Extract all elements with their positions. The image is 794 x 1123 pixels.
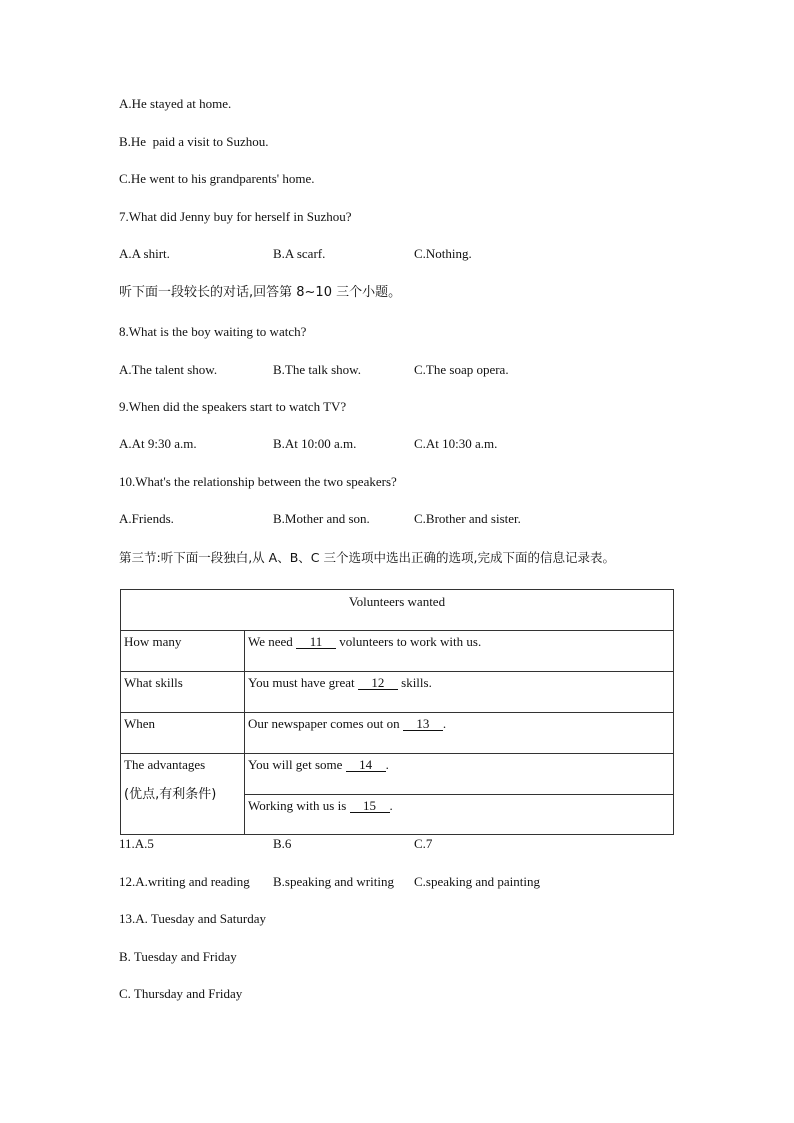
q13-option-b: B. Tuesday and Friday [119,949,237,964]
q6-option-b: B.He paid a visit to Suzhou. [119,134,269,149]
row-text-post: skills. [397,675,432,690]
q9-option-b: B.At 10:00 a.m. [273,436,357,451]
q7-question: 7.What did Jenny buy for herself in Suzhou? [119,209,352,224]
row-label [121,754,245,835]
row-content [245,713,674,754]
info-record-table [120,589,674,835]
table-row [121,631,674,672]
blank-12[interactable]: 12 [358,676,398,690]
row-content [245,795,674,835]
q7-option-c: C.Nothing. [414,246,472,261]
q12-option-a: 12.A.writing and reading [119,874,250,889]
row-content [245,672,674,713]
q12-option-b: B.speaking and writing [273,874,394,889]
advantages-label: The advantages [124,757,206,772]
row-text-post: . [442,716,447,731]
q11-option-b: B.6 [273,836,292,851]
dialogue-instruction: 听下面一段较长的对话,回答第 8~10 三个小题。 [119,285,402,300]
row-text-pre: You will get some [248,757,346,772]
q9-question: 9.When did the speakers start to watch TV? [119,399,347,414]
blank-13[interactable]: 13 [403,717,443,731]
q12-option-c: C.speaking and painting [414,874,541,889]
q10-option-c: C.Brother and sister. [414,511,521,526]
q9-option-a: A.At 9:30 a.m. [119,436,197,451]
q8-question: 8.What is the boy waiting to watch? [119,324,307,339]
blank-11[interactable]: 11 [296,635,336,649]
blank-14[interactable]: 14 [346,758,386,772]
q10-question: 10.What's the relationship between the two speakers? [119,474,397,489]
row-text-pre: You must have great [248,675,358,690]
q8-option-a: A.The talent show. [119,362,218,377]
row-text-post: volunteers to work with us. [336,634,482,649]
row-label: How many [121,631,245,672]
table-row [121,754,674,795]
q10-option-a: A.Friends. [119,511,174,526]
row-text-pre: We need [248,634,297,649]
q10-option-b: B.Mother and son. [273,511,370,526]
row-text-post: . [389,798,393,813]
table-title: Volunteers wanted [121,590,674,631]
q13-option-a: 13.A. Tuesday and Saturday [119,911,266,926]
row-text-pre: Our newspaper comes out on [248,716,403,731]
row-content [245,754,674,795]
row-label: When [121,713,245,754]
table-row [121,713,674,754]
section3-instruction: 第三节:听下面一段独白,从 A、B、C 三个选项中选出正确的选项,完成下面的信息记录表。 [119,550,615,565]
q11-option-a: 11.A.5 [119,836,154,851]
row-content [245,631,674,672]
advantages-label-cn: (优点,有利条件) [124,787,217,802]
q9-option-c: C.At 10:30 a.m. [414,436,498,451]
blank-15[interactable]: 15 [350,799,390,813]
q8-option-b: B.The talk show. [273,362,361,377]
q7-option-a: A.A shirt. [119,246,170,261]
table-row [121,672,674,713]
row-text-post: . [385,757,389,772]
row-text-pre: Working with us is [248,798,350,813]
table-title-row [121,590,674,631]
q13-option-c: C. Thursday and Friday [119,986,243,1001]
q7-option-b: B.A scarf. [273,246,326,261]
q6-option-c: C.He went to his grandparents' home. [119,171,315,186]
q11-option-c: C.7 [414,836,433,851]
q6-option-a: A.He stayed at home. [119,96,232,111]
q8-option-c: C.The soap opera. [414,362,509,377]
row-label: What skills [121,672,245,713]
